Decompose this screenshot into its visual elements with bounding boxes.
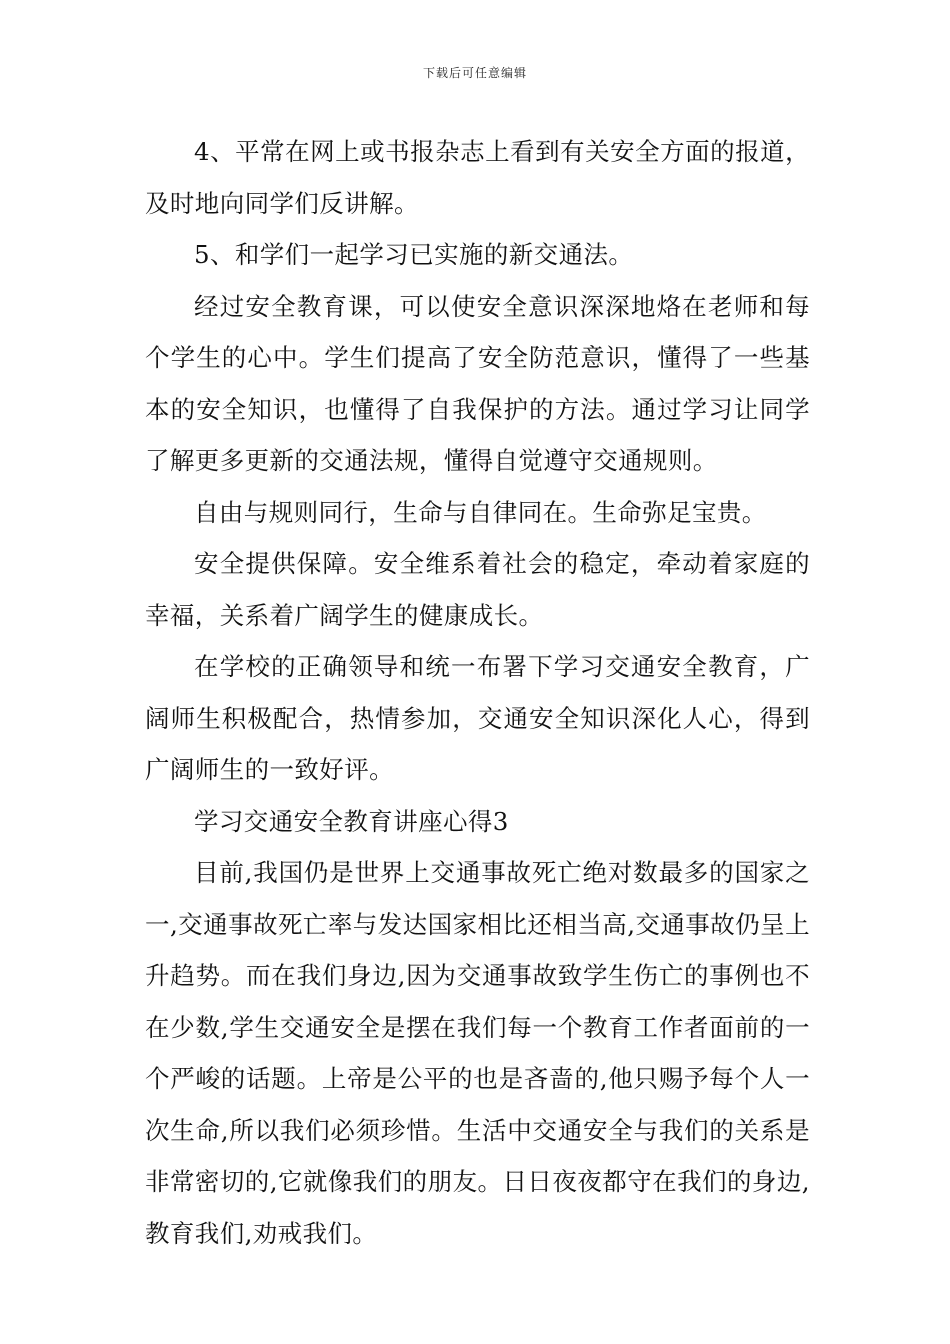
paragraph-freedom-rules: 自由与规则同行，生命与自律同在。生命弥足宝贵。 [194, 497, 767, 527]
paragraph-item-5: 5、和学们一起学习已实施的新交通法。 [194, 240, 634, 269]
section-heading: 学习交通安全教育讲座心得3 [194, 806, 509, 836]
document-body [145, 126, 810, 1259]
paragraph-item-4: 4、平常在网上或书报杂志上看到有关安全方面的报道，及时地向同学们反讲解。 [145, 137, 810, 218]
paragraph-safety-guarantee: 安全提供保障。安全维系着社会的稳定，牵动着家庭的幸福，关系着广阔学生的健康成长。 [145, 549, 810, 630]
paragraph-current-situation: 目前,我国仍是世界上交通事故死亡绝对数最多的国家之一,交通事故死亡率与发达国家相比还相当高,交通事故仍呈上升趋势。而在我们身边,因为交通事故致学生伤亡的事例也不在少数,学生交通安全是摆在我们每一个教育工作者面前的一个严峻的话题。上帝是公平的也是吝啬的,他只赐予每个人一次生命,所以我们必须珍惜。生活中交通安全与我们的关系是非常密切的,它就像我们的朋友。日日夜夜都守在我们的身边,教育我们,劝戒我们。 [145, 858, 810, 1248]
paragraph-school-leadership: 在学校的正确领导和统一布署下学习交通安全教育，广阔师生积极配合，热情参加，交通安全知识深化人心，得到广阔师生的一致好评。 [145, 652, 810, 784]
page-header: 下载后可任意编辑 [422, 66, 527, 80]
paragraph-education-effect: 经过安全教育课，可以使安全意识深深地烙在老师和每个学生的心中。学生们提高了安全防范意识，懂得了一些基本的安全知识，也懂得了自我保护的方法。通过学习让同学了解更多更新的交通法规，懂得自觉遵守交通规则。 [145, 291, 810, 475]
